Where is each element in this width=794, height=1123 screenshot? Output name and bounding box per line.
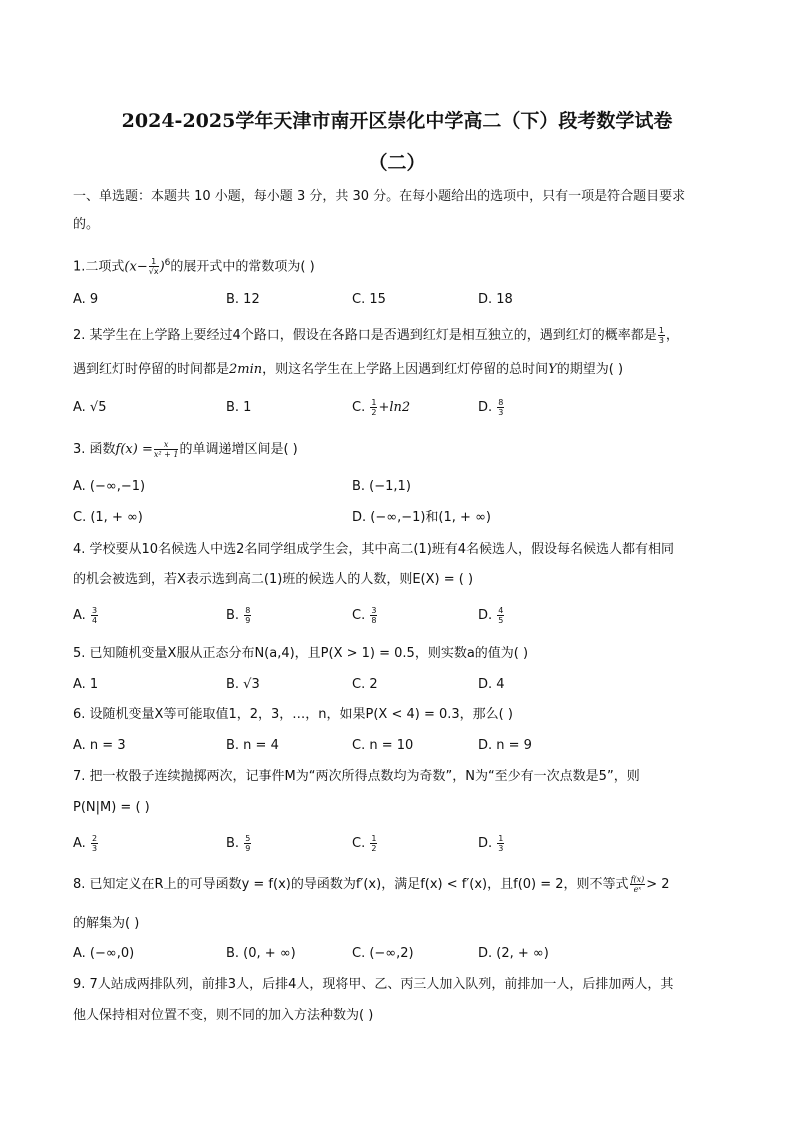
question-9-cont: 他人保持相对位置不变，则不同的加入方法种数为( ) bbox=[73, 1008, 374, 1023]
q3-option-a: A. (−∞,−1) bbox=[73, 479, 146, 494]
q7-option-c: C. $\frac{1}{2}$ bbox=[352, 834, 377, 853]
q3-option-c: C. (1, + ∞) bbox=[73, 510, 143, 525]
q2-option-a: A. √5 bbox=[73, 400, 107, 415]
q1-option-d: D. 18 bbox=[478, 292, 513, 307]
question-2-cont: 遇到红灯时停留的时间都是2min，则这名学生在上学路上因遇到红灯停留的总时间Y的期望为( ) bbox=[73, 362, 624, 377]
q1-option-c: C. 15 bbox=[352, 292, 386, 307]
q6-option-d: D. n = 9 bbox=[478, 738, 532, 753]
q6-option-a: A. n = 3 bbox=[73, 738, 126, 753]
question-8-cont: 的解集为( ) bbox=[73, 916, 140, 931]
q5-option-a: A. 1 bbox=[73, 677, 99, 692]
q5-option-d: D. 4 bbox=[478, 677, 505, 692]
q4-option-b: B. $\frac{8}{9}$ bbox=[226, 606, 251, 625]
question-8: 8. 已知定义在R上的可导函数y = f(x)的导函数为f′(x)，满足f(x) < f′(x)，且f(0) = 2，则不等式 $\frac{f(x)}{\text{eˣ}}$ > 2 bbox=[73, 875, 670, 894]
question-4: 4. 学校要从10名候选人中选2名同学组成学生会，其中高二(1)班有4名候选人，假设每名候选人都有相同 bbox=[73, 542, 675, 557]
q4-option-a: A. $\frac{3}{4}$ bbox=[73, 606, 98, 625]
question-7-cont: P(N|M) = ( ) bbox=[73, 800, 150, 815]
q8-option-a: A. (−∞,0) bbox=[73, 946, 135, 961]
q1-option-b: B. 12 bbox=[226, 292, 260, 307]
q3-option-b: B. (−1,1) bbox=[352, 479, 411, 494]
q4-option-d: D. $\frac{4}{5}$ bbox=[478, 606, 504, 625]
q8-option-d: D. (2, + ∞) bbox=[478, 946, 549, 961]
question-9: 9. 7人站成两排队列，前排3人，后排4人，现将甲、乙、丙三人加入队列，前排加一人，后排加两人，其 bbox=[73, 977, 674, 992]
section-intro: 一、单选题：本题共 10 小题，每小题 3 分，共 30 分。在每小题给出的选项中，只有一项是符合题目要求 bbox=[73, 189, 686, 204]
q4-option-c: C. $\frac{3}{8}$ bbox=[352, 606, 377, 625]
question-4-cont: 的机会被选到，若X表示选到高二(1)班的候选人的人数，则E(X) = ( ) bbox=[73, 572, 474, 587]
question-5: 5. 已知随机变量X服从正态分布N(a,4)，且P(X > 1) = 0.5，则实数a的值为( ) bbox=[73, 646, 529, 661]
q3-option-d: D. (−∞,−1)和(1, + ∞) bbox=[352, 510, 491, 525]
q2-option-d: D. $\frac{8}{3}$ bbox=[478, 398, 504, 417]
q1-option-a: A. 9 bbox=[73, 292, 99, 307]
q8-option-b: B. (0, + ∞) bbox=[226, 946, 296, 961]
q6-option-b: B. n = 4 bbox=[226, 738, 279, 753]
q7-option-a: A. $\frac{2}{3}$ bbox=[73, 834, 98, 853]
q8-option-c: C. (−∞,2) bbox=[352, 946, 414, 961]
q7-option-b: B. $\frac{5}{9}$ bbox=[226, 834, 251, 853]
q5-option-b: B. √3 bbox=[226, 677, 260, 692]
question-1: 1.二项式(x− $\frac{1}{√x}$ )$^6$的展开式中的常数项为( ) bbox=[73, 257, 315, 277]
q7-option-d: D. $\frac{1}{3}$ bbox=[478, 834, 504, 853]
q5-option-c: C. 2 bbox=[352, 677, 378, 692]
question-6: 6. 设随机变量X等可能取值1，2，3，…，n，如果P(X < 4) = 0.3，那么( ) bbox=[73, 707, 513, 722]
question-7: 7. 把一枚骰子连续抛掷两次，记事件M为“两次所得点数均为奇数”，N为“至少有一次点数是5”，则 bbox=[73, 769, 640, 784]
exam-title: 2024-2025学年天津市南开区崇化中学高二（下）段考数学试卷 bbox=[121, 110, 673, 132]
q2-option-c: C. $\frac{1}{2}$ +ln2 bbox=[352, 398, 411, 417]
q2-option-b: B. 1 bbox=[226, 400, 252, 415]
question-2: 2. 某学生在上学路上要经过4个路口，假设在各路口是否遇到红灯是相互独立的，遇到红灯的概率都是 $\frac{1}{3}$ ， bbox=[73, 326, 679, 345]
exam-subtitle: （二） bbox=[368, 152, 426, 174]
question-3: 3. 函数f(x) = $\frac{x}{\text{x² + 1}}$ 的单调递增区间是( ) bbox=[73, 440, 298, 459]
q6-option-c: C. n = 10 bbox=[352, 738, 414, 753]
section-intro-cont: 的。 bbox=[73, 217, 100, 232]
